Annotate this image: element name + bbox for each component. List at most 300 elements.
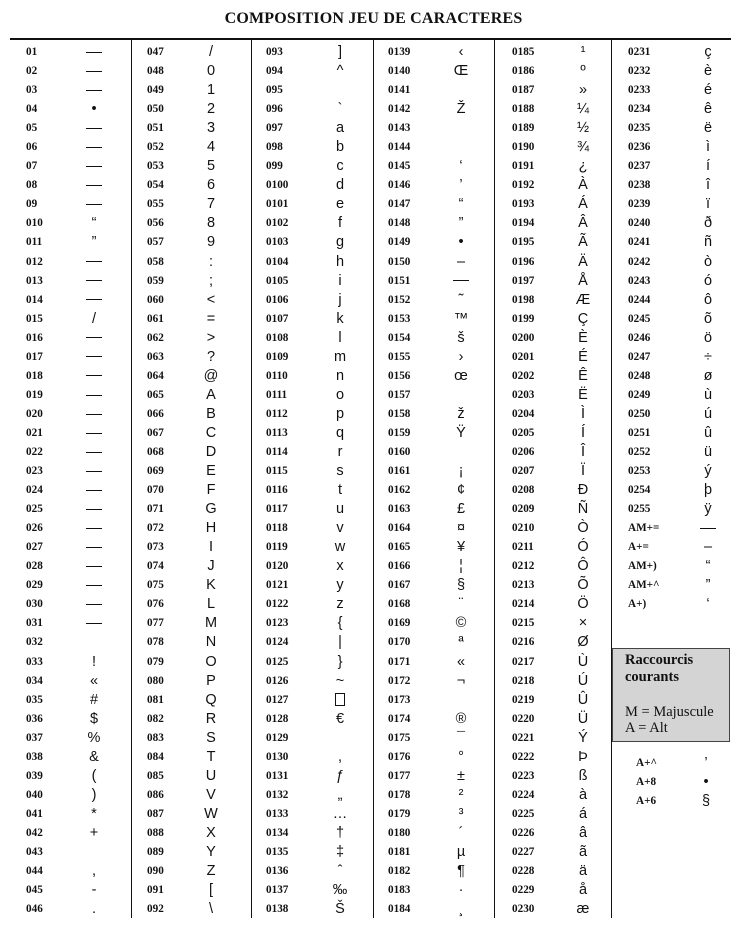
char-glyph: ” xyxy=(458,215,464,232)
table-row xyxy=(628,214,722,233)
table-row xyxy=(512,43,601,62)
table-row xyxy=(512,291,601,310)
char-code: 0238 xyxy=(628,179,651,192)
char-code: 0108 xyxy=(266,331,289,344)
table-row xyxy=(512,481,601,500)
table-row xyxy=(636,754,726,773)
char-code: 0244 xyxy=(628,293,651,306)
char-code: 0148 xyxy=(388,217,411,230)
char-code: 0182 xyxy=(388,865,411,878)
table-row xyxy=(266,843,358,862)
dash-icon xyxy=(86,204,102,205)
char-glyph: º xyxy=(580,63,586,80)
table-row xyxy=(388,195,480,214)
table-row xyxy=(147,233,226,252)
char-code: 0157 xyxy=(388,388,411,401)
char-code: 011 xyxy=(26,236,43,249)
char-glyph: ô xyxy=(703,291,713,308)
table-row xyxy=(266,272,358,291)
char-glyph: ‘ xyxy=(459,158,463,175)
char-glyph xyxy=(322,691,358,710)
char-code: 0203 xyxy=(512,388,535,401)
char-code: 071 xyxy=(147,503,164,516)
table-row xyxy=(26,729,116,748)
table-row xyxy=(512,729,601,748)
table-row xyxy=(26,386,116,405)
char-glyph: K xyxy=(206,577,216,594)
table-row xyxy=(147,214,226,233)
table-row xyxy=(26,367,116,386)
char-code: 03 xyxy=(26,84,38,97)
table-row xyxy=(512,405,601,424)
dash-icon xyxy=(86,147,102,148)
table-row xyxy=(628,424,722,443)
table-row xyxy=(512,538,601,557)
char-glyph: Ö xyxy=(577,596,589,613)
char-code: 0105 xyxy=(266,274,289,287)
char-glyph: à xyxy=(578,786,588,803)
table-row xyxy=(266,576,358,595)
column-divider xyxy=(494,40,495,918)
char-glyph: w xyxy=(334,539,346,556)
char-glyph: ì xyxy=(705,139,711,156)
dash-icon xyxy=(86,585,102,586)
char-glyph: ø xyxy=(703,367,713,384)
table-row xyxy=(388,653,480,672)
char-glyph: p xyxy=(335,405,345,422)
char-code: 0242 xyxy=(628,255,651,268)
char-glyph: “ xyxy=(458,196,464,213)
table-row xyxy=(512,386,601,405)
char-glyph: ¬ xyxy=(456,672,466,689)
table-row xyxy=(266,348,358,367)
char-glyph: ‡ xyxy=(335,843,345,860)
char-code: 08 xyxy=(26,179,38,192)
char-glyph: ä xyxy=(578,863,588,880)
char-code: 0206 xyxy=(512,445,535,458)
table-row xyxy=(26,138,116,157)
char-glyph: ² xyxy=(458,786,464,803)
table-row xyxy=(388,862,480,881)
char-glyph: ] xyxy=(337,44,343,60)
dash-icon xyxy=(86,414,102,415)
char-glyph: Æ xyxy=(575,291,591,308)
table-row xyxy=(266,881,358,900)
table-row xyxy=(512,881,601,900)
table-row xyxy=(26,253,116,272)
char-code: 053 xyxy=(147,160,164,173)
char-glyph: C xyxy=(205,424,217,441)
char-code: 0109 xyxy=(266,350,289,363)
table-row xyxy=(636,792,726,811)
char-code: 080 xyxy=(147,674,164,687)
table-row xyxy=(147,62,226,81)
char-glyph: l xyxy=(338,329,342,346)
char-glyph xyxy=(694,519,722,538)
char-glyph: / xyxy=(91,310,97,327)
table-row xyxy=(628,310,722,329)
char-code: 034 xyxy=(26,674,43,687)
char-glyph: a xyxy=(335,120,345,137)
char-glyph: d xyxy=(335,177,345,194)
char-code: 095 xyxy=(266,84,283,97)
char-glyph: X xyxy=(206,824,216,841)
char-code: 072 xyxy=(147,522,164,535)
char-code: 0178 xyxy=(388,788,411,801)
table-row xyxy=(388,138,480,157)
char-glyph xyxy=(72,43,116,62)
char-glyph: ± xyxy=(457,767,465,784)
char-code: 055 xyxy=(147,198,164,211)
char-glyph: ! xyxy=(91,653,97,670)
table-row xyxy=(512,367,601,386)
char-code: 098 xyxy=(266,141,283,154)
char-glyph: Á xyxy=(578,196,588,213)
table-row xyxy=(628,81,722,100)
table-row xyxy=(388,424,480,443)
table-row xyxy=(147,900,226,919)
char-code: AM+^ xyxy=(628,579,660,592)
table-row xyxy=(266,805,358,824)
dash-icon xyxy=(86,623,102,624)
char-code: 010 xyxy=(26,217,43,230)
table-row xyxy=(512,443,601,462)
char-code: 029 xyxy=(26,579,43,592)
shortcuts-title-line1: Raccourcis xyxy=(625,652,694,668)
char-code: 0252 xyxy=(628,445,651,458)
table-row xyxy=(147,348,226,367)
table-row xyxy=(26,119,116,138)
char-code: 018 xyxy=(26,369,43,382)
char-glyph: u xyxy=(335,501,345,518)
dash-icon xyxy=(86,452,102,453)
table-row xyxy=(388,900,480,919)
char-glyph: ’ xyxy=(704,755,708,771)
char-code: 0123 xyxy=(266,617,289,630)
char-glyph: P xyxy=(206,672,216,689)
char-glyph: À xyxy=(578,177,588,194)
table-row xyxy=(388,710,480,729)
char-glyph: ö xyxy=(703,329,713,346)
char-glyph: Ú xyxy=(577,672,589,689)
char-glyph: U xyxy=(205,767,217,784)
char-code: 0243 xyxy=(628,274,651,287)
char-glyph: » xyxy=(578,82,588,99)
table-row xyxy=(266,253,358,272)
table-row xyxy=(26,291,116,310)
char-glyph: á xyxy=(578,805,588,822)
table-row xyxy=(388,157,480,176)
table-row xyxy=(512,748,601,767)
char-code: 0110 xyxy=(266,369,288,382)
char-glyph: 4 xyxy=(206,139,216,156)
char-glyph xyxy=(72,443,116,462)
char-glyph: ¾ xyxy=(576,139,590,156)
char-code: 0101 xyxy=(266,198,289,211)
char-code: 049 xyxy=(147,84,164,97)
char-code: 0200 xyxy=(512,331,535,344)
table-row xyxy=(512,824,601,843)
char-glyph: ï xyxy=(705,196,711,213)
char-code: 0159 xyxy=(388,426,411,439)
char-glyph xyxy=(72,538,116,557)
table-row xyxy=(266,176,358,195)
table-row xyxy=(26,43,116,62)
char-glyph: · xyxy=(458,882,464,899)
table-row xyxy=(26,62,116,81)
char-code: 021 xyxy=(26,426,43,439)
table-row xyxy=(628,62,722,81)
char-code: 0246 xyxy=(628,331,651,344)
table-row xyxy=(512,138,601,157)
char-glyph xyxy=(72,557,116,576)
char-glyph: ˜ xyxy=(458,291,464,308)
char-glyph: } xyxy=(337,653,343,670)
char-glyph: k xyxy=(336,310,344,327)
table-row xyxy=(388,786,480,805)
table-row xyxy=(512,805,601,824)
shortcuts-title-line2: courants xyxy=(625,669,679,685)
table-row xyxy=(147,367,226,386)
char-code: 0112 xyxy=(266,407,288,420)
column-divider xyxy=(611,40,612,918)
char-code: 0207 xyxy=(512,465,535,478)
table-row xyxy=(628,538,722,557)
table-row xyxy=(512,691,601,710)
char-code: 091 xyxy=(147,884,164,897)
table-row xyxy=(512,272,601,291)
char-glyph xyxy=(72,500,116,519)
char-code: 052 xyxy=(147,141,164,154)
char-code: 0126 xyxy=(266,674,289,687)
char-code: 0107 xyxy=(266,312,289,325)
table-row xyxy=(266,138,358,157)
char-glyph: ~ xyxy=(335,672,345,689)
shortcuts-box xyxy=(612,648,730,742)
char-glyph: Ø xyxy=(577,634,589,651)
table-row xyxy=(147,862,226,881)
char-glyph: æ xyxy=(576,901,590,918)
char-glyph: g xyxy=(335,234,345,251)
table-row xyxy=(628,43,722,62)
char-code: 0118 xyxy=(266,522,288,535)
char-glyph: / xyxy=(208,44,214,60)
table-row xyxy=(512,672,601,691)
table-row xyxy=(266,43,358,62)
table-row xyxy=(26,900,116,919)
table-row xyxy=(512,843,601,862)
table-row xyxy=(628,386,722,405)
table-row xyxy=(266,672,358,691)
char-code: 0233 xyxy=(628,84,651,97)
char-glyph: - xyxy=(91,882,97,899)
char-glyph: R xyxy=(205,710,217,727)
char-code: 0104 xyxy=(266,255,289,268)
char-code: 0125 xyxy=(266,655,289,668)
table-row xyxy=(628,405,722,424)
table-column xyxy=(388,43,480,919)
char-glyph: y xyxy=(336,577,344,594)
char-code: 0189 xyxy=(512,122,535,135)
table-row xyxy=(388,233,480,252)
char-glyph: A xyxy=(206,386,216,403)
table-row xyxy=(26,805,116,824)
char-code: 0151 xyxy=(388,274,411,287)
char-code: 015 xyxy=(26,312,43,325)
char-glyph: • xyxy=(91,101,97,118)
char-code: 0139 xyxy=(388,46,411,58)
table-row xyxy=(26,519,116,538)
table-row xyxy=(147,157,226,176)
char-code: 0145 xyxy=(388,160,411,173)
table-row xyxy=(512,462,601,481)
table-row xyxy=(512,157,601,176)
char-code: 0140 xyxy=(388,65,411,78)
char-code: 0134 xyxy=(266,826,289,839)
table-row xyxy=(628,519,722,538)
char-code: 0228 xyxy=(512,865,535,878)
char-code: 067 xyxy=(147,426,164,439)
char-code: 0196 xyxy=(512,255,535,268)
char-code: 077 xyxy=(147,617,164,630)
char-glyph: ‰ xyxy=(332,882,348,899)
table-row xyxy=(388,176,480,195)
char-glyph: † xyxy=(335,824,345,841)
table-row xyxy=(388,348,480,367)
char-code: 05 xyxy=(26,122,38,135)
char-code: 0103 xyxy=(266,236,289,249)
dash-icon xyxy=(86,566,102,567)
char-glyph: ¢ xyxy=(456,482,466,499)
char-code: 0197 xyxy=(512,274,535,287)
table-row xyxy=(628,348,722,367)
char-glyph: ( xyxy=(91,767,97,784)
char-glyph: < xyxy=(206,291,216,308)
char-code: 0247 xyxy=(628,350,651,363)
table-row xyxy=(512,100,601,119)
char-glyph: o xyxy=(335,386,345,403)
char-code: AM+) xyxy=(628,560,657,573)
table-row xyxy=(388,538,480,557)
char-code: 0193 xyxy=(512,198,535,211)
char-code: 0160 xyxy=(388,445,411,458)
char-glyph: ‹ xyxy=(458,44,464,60)
char-glyph: [ xyxy=(208,882,214,899)
char-glyph: q xyxy=(335,424,345,441)
char-code: 0130 xyxy=(266,750,289,763)
char-glyph: 5 xyxy=(206,158,216,175)
char-glyph xyxy=(72,405,116,424)
char-code: 078 xyxy=(147,636,164,649)
table-row xyxy=(628,500,722,519)
char-glyph xyxy=(442,272,480,291)
char-glyph: ’ xyxy=(459,177,463,194)
table-row xyxy=(512,614,601,633)
table-row xyxy=(512,786,601,805)
char-code: 0211 xyxy=(512,541,534,554)
dash-icon xyxy=(86,337,102,338)
table-row xyxy=(147,176,226,195)
char-glyph: Í xyxy=(580,424,586,441)
char-code: 0204 xyxy=(512,407,535,420)
char-code: 04 xyxy=(26,103,38,116)
char-code: 079 xyxy=(147,655,164,668)
table-row xyxy=(26,214,116,233)
char-glyph: Q xyxy=(205,691,217,708)
char-code: 0113 xyxy=(266,426,288,439)
char-code: AM+= xyxy=(628,522,660,535)
char-code: 0232 xyxy=(628,65,651,78)
char-glyph: Å xyxy=(578,272,588,289)
table-row xyxy=(388,481,480,500)
table-row xyxy=(26,691,116,710)
char-code: 0150 xyxy=(388,255,411,268)
char-code: 0192 xyxy=(512,179,535,192)
char-code: 0122 xyxy=(266,598,289,611)
char-glyph: ° xyxy=(458,748,464,765)
char-glyph: µ xyxy=(456,843,466,860)
char-code: 0234 xyxy=(628,103,651,116)
table-row xyxy=(266,500,358,519)
table-row xyxy=(26,81,116,100)
table-row xyxy=(26,614,116,633)
char-glyph: ” xyxy=(91,234,97,251)
dash-icon xyxy=(86,90,102,91)
char-code: 0168 xyxy=(388,598,411,611)
char-glyph: h xyxy=(335,253,345,270)
char-glyph: % xyxy=(87,729,101,746)
char-code: 07 xyxy=(26,160,38,173)
char-code: A+8 xyxy=(636,776,657,789)
page-title: COMPOSITION JEU DE CARACTERES xyxy=(224,10,523,27)
char-glyph: Ó xyxy=(577,539,589,556)
char-code: 0177 xyxy=(388,769,411,782)
char-glyph xyxy=(72,614,116,633)
table-row xyxy=(147,138,226,157)
char-code: 039 xyxy=(26,769,43,782)
char-glyph: @ xyxy=(203,367,219,384)
char-glyph: ú xyxy=(703,405,713,422)
table-row xyxy=(26,881,116,900)
char-code: 0138 xyxy=(266,903,289,916)
char-glyph: ü xyxy=(703,443,713,460)
table-row xyxy=(26,538,116,557)
table-row xyxy=(26,710,116,729)
table-row xyxy=(388,100,480,119)
char-code: 0205 xyxy=(512,426,535,439)
char-code: 0127 xyxy=(266,693,289,706)
table-row xyxy=(26,405,116,424)
table-row xyxy=(266,710,358,729)
table-row xyxy=(26,176,116,195)
table-column xyxy=(512,43,601,919)
char-code: 084 xyxy=(147,750,164,763)
dash-icon xyxy=(86,509,102,510)
table-row xyxy=(26,348,116,367)
dash-icon xyxy=(86,185,102,186)
char-glyph: v xyxy=(336,520,344,537)
char-code: 040 xyxy=(26,788,43,801)
dash-icon xyxy=(86,604,102,605)
char-glyph: ¦ xyxy=(459,558,463,575)
char-code: 081 xyxy=(147,693,164,706)
char-code: 0132 xyxy=(266,788,289,801)
char-glyph: û xyxy=(703,424,713,441)
char-code: 0219 xyxy=(512,693,535,706)
char-code: 0116 xyxy=(266,484,288,497)
char-code: 0235 xyxy=(628,122,651,135)
table-row xyxy=(512,519,601,538)
